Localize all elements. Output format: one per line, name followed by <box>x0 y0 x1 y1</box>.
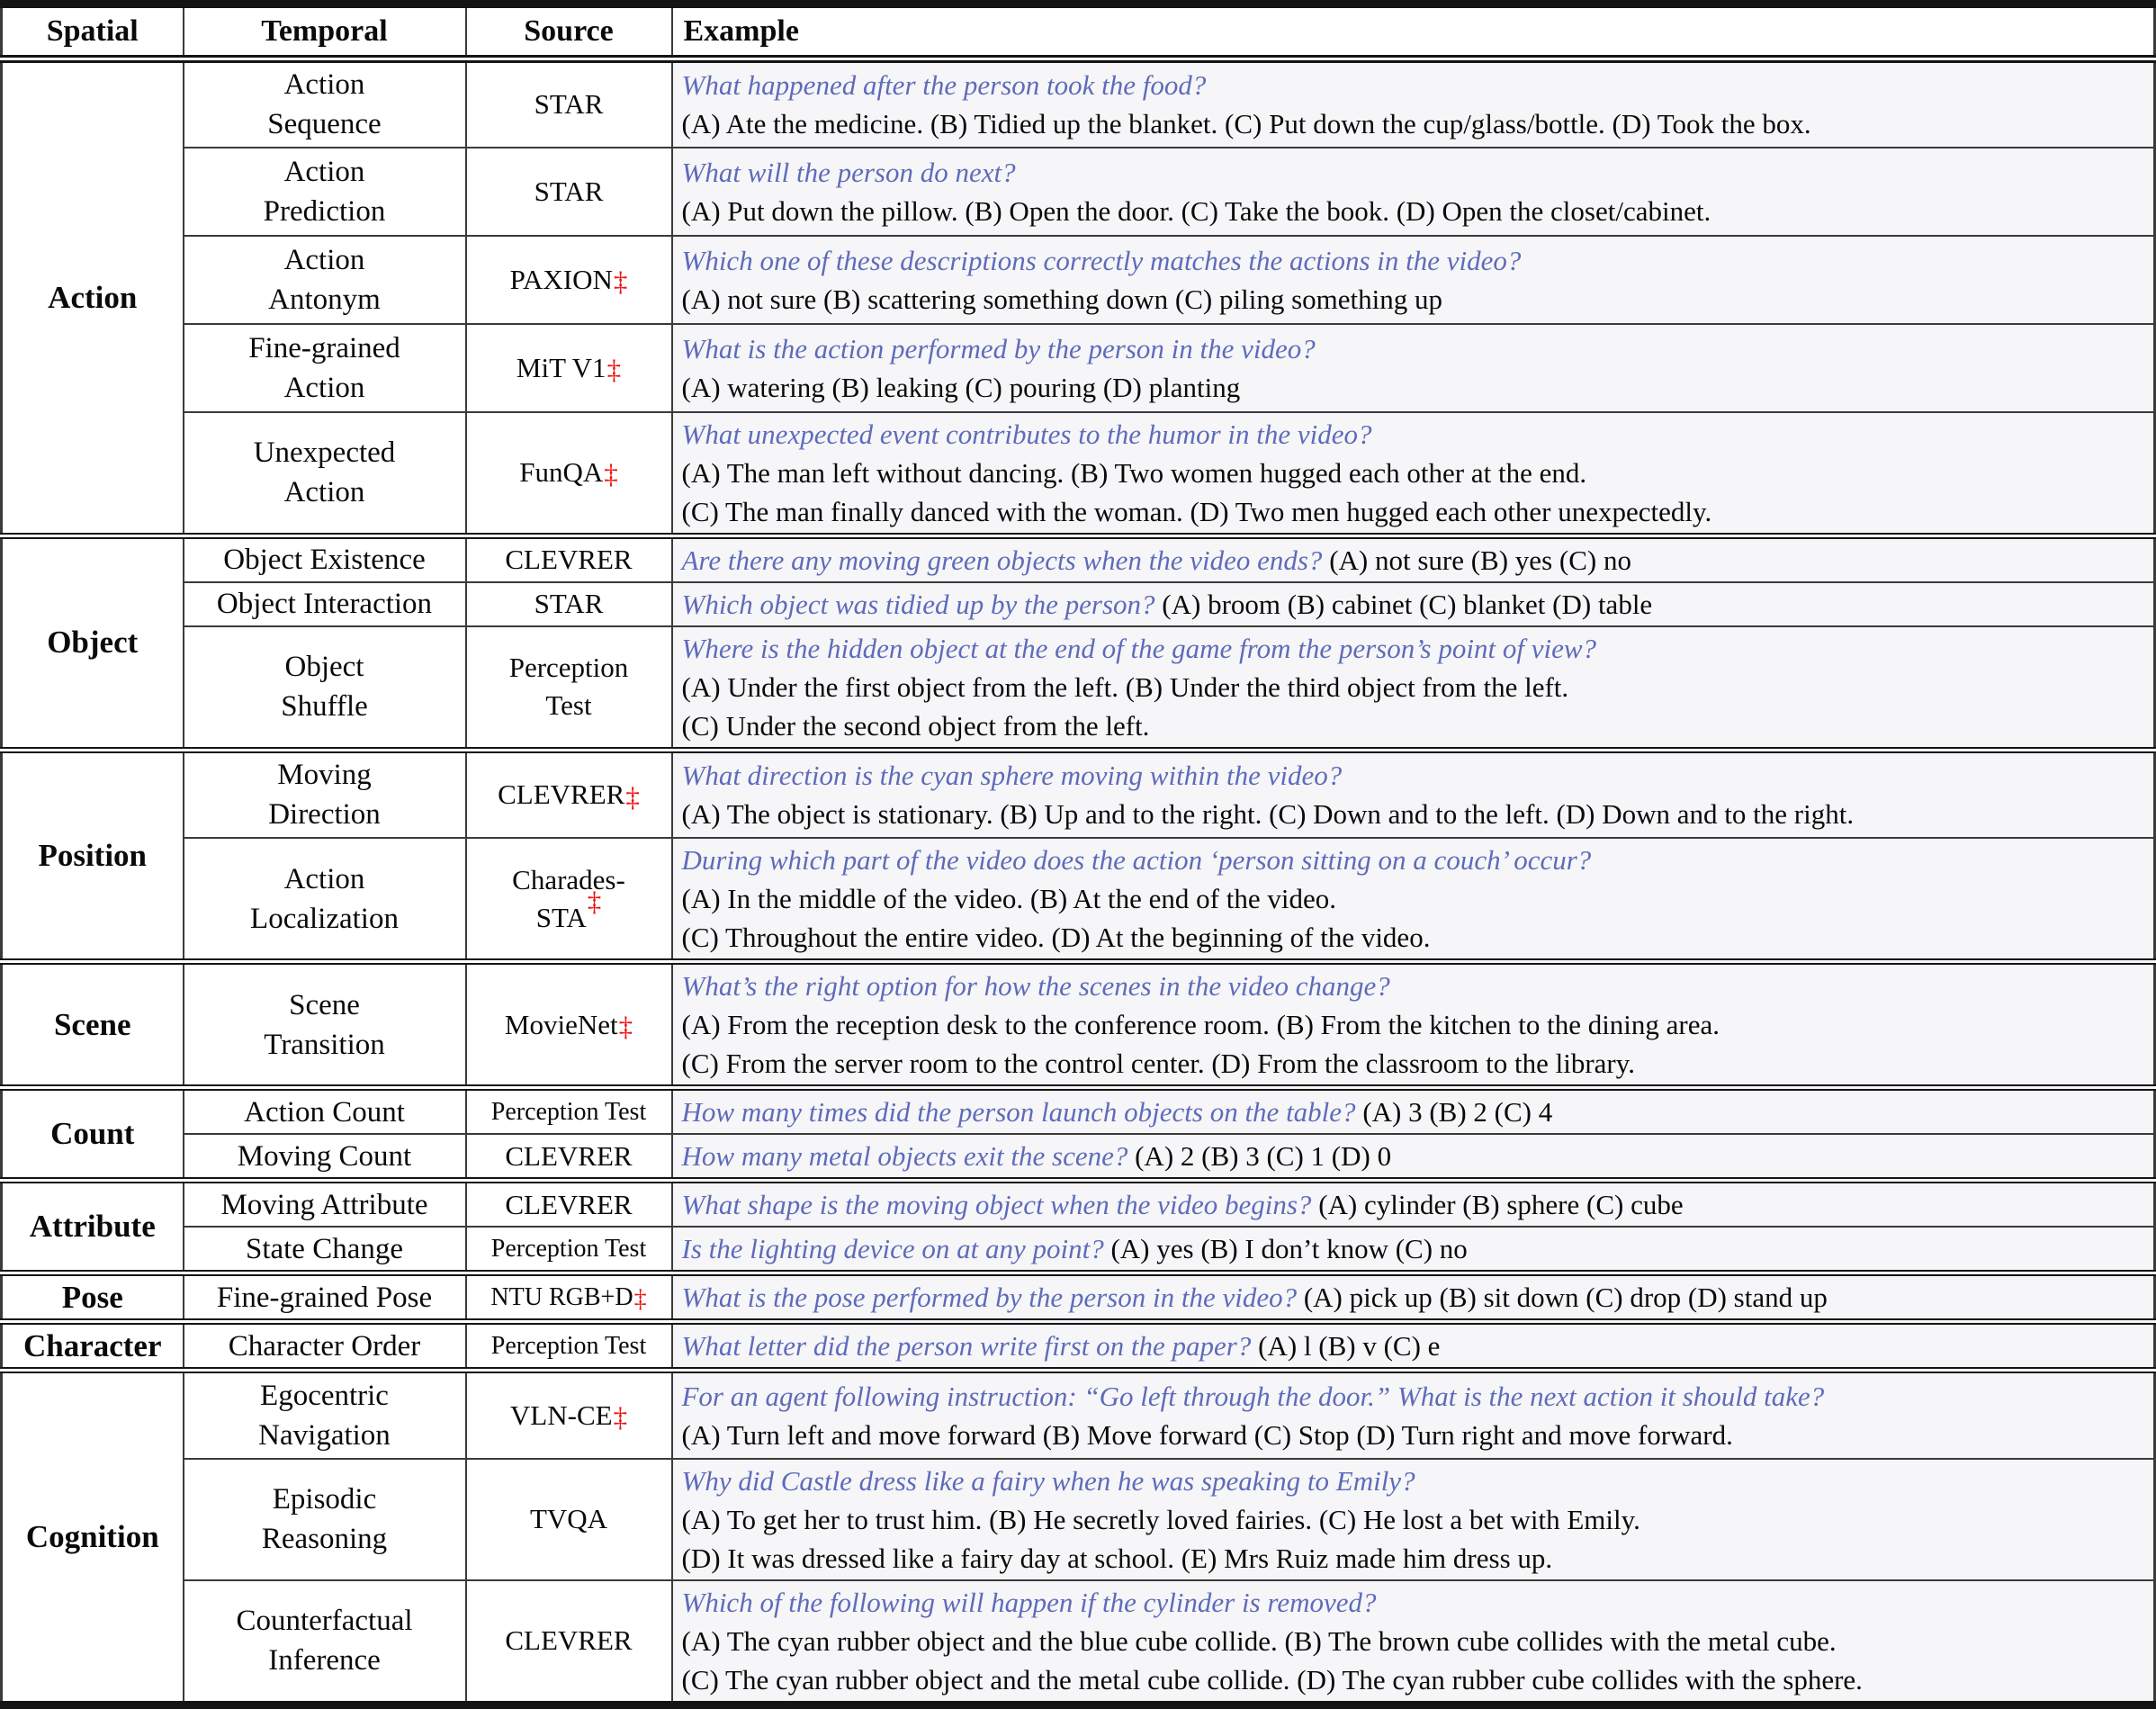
double-dagger-icon: ‡ <box>587 886 602 918</box>
temporal-cell: Counterfactual Inference <box>184 1580 466 1705</box>
table-row <box>2 412 2155 536</box>
example-cell <box>672 962 2155 1088</box>
answer-text: (A) pick up (B) sit down (C) drop (D) stand up <box>1303 1282 1828 1313</box>
question-text: What shape is the moving object when the video begins? <box>681 1189 1312 1220</box>
temporal-cell: Moving Attribute <box>184 1181 466 1228</box>
question-text: How many times did the person launch objects on the table? <box>681 1096 1356 1128</box>
double-dagger-icon: ‡ <box>625 780 640 813</box>
spatial-group-cell: Object <box>2 535 184 750</box>
answer-text: (A) From the reception desk to the conference room. (B) From the kitchen to the dining area. <box>681 1009 1720 1040</box>
column-header-source: Source <box>466 4 672 59</box>
example-cell <box>672 324 2155 412</box>
answer-text: (A) Turn left and move forward (B) Move forward (C) Stop (D) Turn right and move forward. <box>681 1418 1733 1451</box>
answer-text: (A) In the middle of the video. (B) At the end of the video. <box>681 883 1336 914</box>
temporal-cell: Fine-grained Action <box>184 324 466 412</box>
answer-text: (A) not sure (B) yes (C) no <box>1329 544 1631 576</box>
example-cell <box>672 535 2155 582</box>
example-cell <box>672 1459 2155 1580</box>
table-row <box>2 1227 2155 1273</box>
source-cell: CLEVRER <box>466 1580 672 1705</box>
double-dagger-icon: ‡ <box>606 353 622 385</box>
temporal-cell: Moving Direction <box>184 750 466 838</box>
answer-text: (A) Ate the medicine. (B) Tidied up the blanket. (C) Put down the cup/glass/bottle. (D) Took the box. <box>681 108 1811 140</box>
spatial-group-cell: Attribute <box>2 1181 184 1273</box>
question-text: Are there any moving green objects when the video ends? <box>681 544 1323 576</box>
source-cell: Perception Test <box>466 1088 672 1135</box>
table-row <box>2 1088 2155 1135</box>
example-cell <box>672 148 2155 236</box>
source-cell: Perception Test <box>466 1227 672 1273</box>
source-cell: TVQA <box>466 1459 672 1580</box>
answer-text: (A) The object is stationary. (B) Up and to the right. (C) Down and to the left. (D) Down and to the right. <box>681 798 1855 831</box>
source-cell: Perception Test <box>466 1322 672 1371</box>
spatial-group-cell: Character <box>2 1322 184 1371</box>
source-cell: MovieNet‡ <box>466 962 672 1088</box>
example-cell <box>672 1134 2155 1181</box>
answer-text: (A) To get her to trust him. (B) He secretly loved fairies. (C) He lost a bet with Emily. <box>681 1503 1640 1535</box>
example-cell <box>672 582 2155 626</box>
table-row <box>2 148 2155 236</box>
source-cell: CLEVRER‡ <box>466 750 672 838</box>
double-dagger-icon: ‡ <box>633 1284 647 1313</box>
question-text: How many metal objects exit the scene? <box>681 1140 1128 1172</box>
question-text: During which part of the video does the action ‘person sitting on a couch’ occur? <box>681 844 1592 876</box>
answer-text: (A) 3 (B) 2 (C) 4 <box>1362 1096 1553 1128</box>
answer-text: (A) Put down the pillow. (B) Open the door. (C) Take the book. (D) Open the closet/cabinet. <box>681 194 1711 227</box>
answer-text: (A) cylinder (B) sphere (C) cube <box>1318 1189 1684 1220</box>
question-text: What direction is the cyan sphere moving within the video? <box>681 760 1343 792</box>
temporal-cell: Moving Count <box>184 1134 466 1181</box>
temporal-cell: State Change <box>184 1227 466 1273</box>
example-cell <box>672 838 2155 962</box>
source-cell: MiT V1‡ <box>466 324 672 412</box>
spatial-group-cell: Cognition <box>2 1371 184 1705</box>
table-row <box>2 1273 2155 1322</box>
table-row <box>2 838 2155 962</box>
spatial-group-cell: Action <box>2 59 184 536</box>
header-row <box>2 4 2155 59</box>
source-cell: VLN-CE‡ <box>466 1371 672 1459</box>
answer-text: (C) The cyan rubber object and the metal cube collide. (D) The cyan rubber cube collides with the sphere. <box>681 1663 1863 1696</box>
example-cell <box>672 1371 2155 1459</box>
table-row <box>2 626 2155 751</box>
table-row <box>2 962 2155 1088</box>
example-cell <box>672 626 2155 751</box>
answer-text: (C) From the server room to the control center. (D) From the classroom to the library. <box>681 1048 1635 1079</box>
table-row <box>2 1459 2155 1580</box>
temporal-cell: Fine-grained Pose <box>184 1273 466 1322</box>
temporal-cell: Object Shuffle <box>184 626 466 751</box>
question-text: What unexpected event contributes to the humor in the video? <box>681 418 1372 450</box>
temporal-cell: Scene Transition <box>184 962 466 1088</box>
question-text: Which of the following will happen if the cylinder is removed? <box>681 1586 1377 1618</box>
table-row <box>2 1322 2155 1371</box>
question-text: What will the person do next? <box>681 156 1016 188</box>
answer-text: (C) The man finally danced with the woman. (D) Two men hugged each other unexpectedly. <box>681 495 1712 527</box>
answer-text: (A) 2 (B) 3 (C) 1 (D) 0 <box>1135 1140 1392 1172</box>
temporal-cell: Episodic Reasoning <box>184 1459 466 1580</box>
example-cell <box>672 1322 2155 1371</box>
question-text: For an agent following instruction: “Go left through the door.” What is the next action it should take? <box>681 1380 1825 1412</box>
double-dagger-icon: ‡ <box>613 265 628 297</box>
example-cell <box>672 1088 2155 1135</box>
temporal-cell: Unexpected Action <box>184 412 466 536</box>
example-cell <box>672 750 2155 838</box>
temporal-cell: Action Localization <box>184 838 466 962</box>
answer-text: (A) broom (B) cabinet (C) blanket (D) table <box>1162 588 1653 620</box>
example-cell <box>672 1580 2155 1705</box>
answer-text: (C) Throughout the entire video. (D) At the beginning of the video. <box>681 922 1431 953</box>
source-cell: Charades- STA‡ <box>466 838 672 962</box>
example-cell <box>672 1273 2155 1322</box>
answer-text: (A) The man left without dancing. (B) Two women hugged each other at the end. <box>681 456 1587 489</box>
answer-text: (A) Under the first object from the left. (B) Under the third object from the left. <box>681 670 1569 703</box>
table-row <box>2 236 2155 324</box>
source-cell: STAR <box>466 582 672 626</box>
source-cell: CLEVRER <box>466 1134 672 1181</box>
spatial-group-cell: Position <box>2 750 184 962</box>
source-cell: STAR <box>466 59 672 148</box>
spatial-group-cell: Scene <box>2 962 184 1088</box>
answer-text: (A) watering (B) leaking (C) pouring (D) planting <box>681 371 1241 403</box>
example-cell <box>672 1227 2155 1273</box>
source-cell: CLEVRER <box>466 535 672 582</box>
double-dagger-icon: ‡ <box>613 1401 628 1434</box>
temporal-cell: Object Existence <box>184 535 466 582</box>
table-row <box>2 535 2155 582</box>
answer-text: (A) The cyan rubber object and the blue cube collide. (B) The brown cube collides with the metal cube. <box>681 1624 1837 1657</box>
table-row <box>2 582 2155 626</box>
table-row <box>2 1580 2155 1705</box>
answer-text: (A) l (B) v (C) e <box>1258 1330 1441 1362</box>
question-text: Where is the hidden object at the end of the game from the person’s point of view? <box>681 632 1597 664</box>
question-text: What is the action performed by the person in the video? <box>681 332 1316 364</box>
table-row <box>2 1181 2155 1228</box>
question-text: What is the pose performed by the person in the video? <box>681 1282 1298 1313</box>
table-row <box>2 1134 2155 1181</box>
source-cell: FunQA‡ <box>466 412 672 536</box>
question-text: Which one of these descriptions correctly matches the actions in the video? <box>681 244 1522 276</box>
table-header <box>2 4 2155 59</box>
answer-text: (A) not sure (B) scattering something down (C) piling something up <box>681 283 1442 315</box>
example-cell <box>672 412 2155 536</box>
question-text: Which object was tidied up by the person? <box>681 588 1155 620</box>
temporal-cell: Object Interaction <box>184 582 466 626</box>
question-text: What letter did the person write first on the paper? <box>681 1330 1252 1362</box>
temporal-cell: Action Prediction <box>184 148 466 236</box>
column-header-example: Example <box>672 4 2155 59</box>
source-cell: NTU RGB+D‡ <box>466 1273 672 1322</box>
source-cell: Perception Test <box>466 626 672 751</box>
question-text: Why did Castle dress like a fairy when he was speaking to Emily? <box>681 1464 1415 1497</box>
table-body <box>2 59 2155 1705</box>
answer-text: (D) It was dressed like a fairy day at school. (E) Mrs Ruiz made him dress up. <box>681 1542 1553 1574</box>
question-text: Is the lighting device on at any point? <box>681 1233 1104 1264</box>
spatial-group-cell: Count <box>2 1088 184 1181</box>
temporal-cell: Action Count <box>184 1088 466 1135</box>
temporal-cell: Action Sequence <box>184 59 466 148</box>
source-cell: STAR <box>466 148 672 236</box>
temporal-cell: Action Antonym <box>184 236 466 324</box>
question-text: What’s the right option for how the scenes in the video change? <box>681 970 1390 1002</box>
temporal-cell: Egocentric Navigation <box>184 1371 466 1459</box>
example-cell <box>672 59 2155 148</box>
table-row <box>2 1371 2155 1459</box>
source-cell: PAXION‡ <box>466 236 672 324</box>
double-dagger-icon: ‡ <box>618 1010 633 1042</box>
source-cell: CLEVRER <box>466 1181 672 1228</box>
spatial-group-cell: Pose <box>2 1273 184 1322</box>
table-row <box>2 750 2155 838</box>
temporal-cell: Character Order <box>184 1322 466 1371</box>
answer-text: (A) yes (B) I don’t know (C) no <box>1110 1233 1468 1264</box>
column-header-spatial: Spatial <box>2 4 184 59</box>
example-cell <box>672 1181 2155 1228</box>
answer-text: (C) Under the second object from the left. <box>681 709 1150 742</box>
column-header-temporal: Temporal <box>184 4 466 59</box>
example-cell <box>672 236 2155 324</box>
question-text: What happened after the person took the food? <box>681 69 1207 102</box>
double-dagger-icon: ‡ <box>604 458 618 490</box>
table-row <box>2 59 2155 148</box>
table-row <box>2 324 2155 412</box>
